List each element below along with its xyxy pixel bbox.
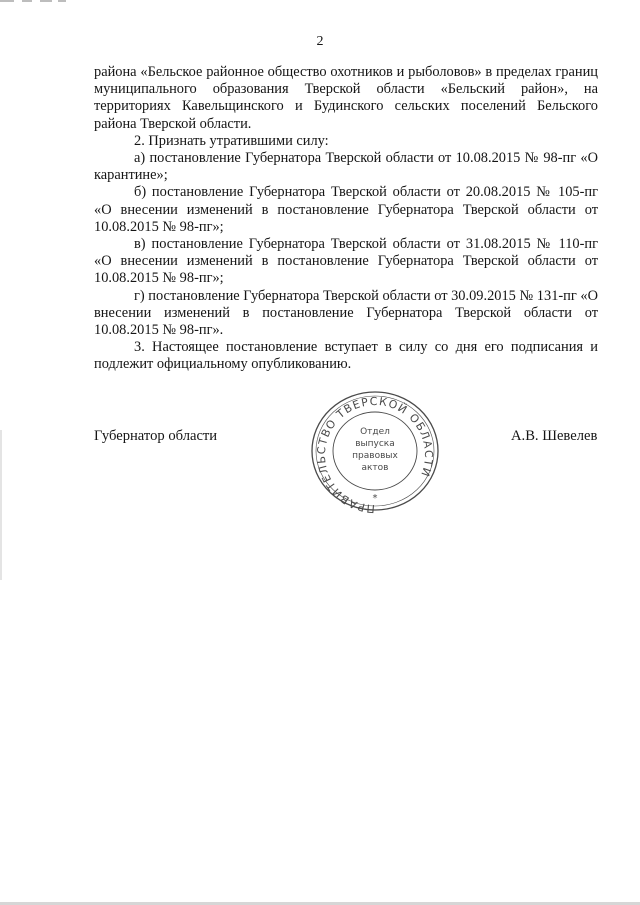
seal-center-line-1: Отдел bbox=[360, 427, 390, 437]
signatory-name: А.В. Шевелев bbox=[511, 428, 598, 444]
seal-center-line-3: правовых bbox=[352, 451, 398, 461]
paragraph-item-3: 3. Настоящее постановление вступает в силу со дня его подписания и подлежит официальному опубликованию. bbox=[94, 339, 598, 373]
seal-center-line-4: актов bbox=[361, 463, 389, 473]
paragraph-item-2: 2. Признать утратившими силу: bbox=[134, 132, 329, 149]
scan-left-edge bbox=[0, 430, 2, 580]
document-body bbox=[94, 64, 598, 374]
seal-center-line-2: выпуска bbox=[355, 439, 395, 449]
paragraph-continuation: района «Бельское районное общество охотников и рыболовов» в пределах границ муниципального образования Тверской области «Бельский район», на территориях Кавельщинского и Будинского сельских поселений Бельского района Тверской области. bbox=[94, 64, 598, 132]
scan-artifact bbox=[0, 0, 70, 6]
official-seal-stamp bbox=[306, 387, 444, 515]
paragraph-item-2g: г) постановление Губернатора Тверской области от 30.09.2015 № 131-пг «О внесении изменений в постановление Губернатора Тверской области от 10.08.2015 № 98-пг». bbox=[94, 287, 598, 339]
paragraph-item-2b: б) постановление Губернатора Тверской области от 20.08.2015 № 105-пг «О внесении изменений в постановление Губернатора Тверской области от 10.08.2015 № 98-пг»; bbox=[94, 184, 598, 235]
seal-ring-text: ПРАВИТЕЛЬСТВО ТВЕРСКОЙ ОБЛАСТИ bbox=[314, 394, 436, 515]
page-number: 2 bbox=[316, 34, 324, 49]
seal-star-icon: * bbox=[372, 493, 378, 504]
paragraph-item-2a: а) постановление Губернатора Тверской области от 10.08.2015 № 98-пг «О карантине»; bbox=[94, 150, 598, 184]
signature-title: Губернатор области bbox=[94, 428, 218, 444]
paragraph-item-2v: в) постановление Губернатора Тверской области от 31.08.2015 № 110-пг «О внесении изменений в постановление Губернатора Тверской области от 10.08.2015 № 98-пг»; bbox=[94, 236, 598, 287]
